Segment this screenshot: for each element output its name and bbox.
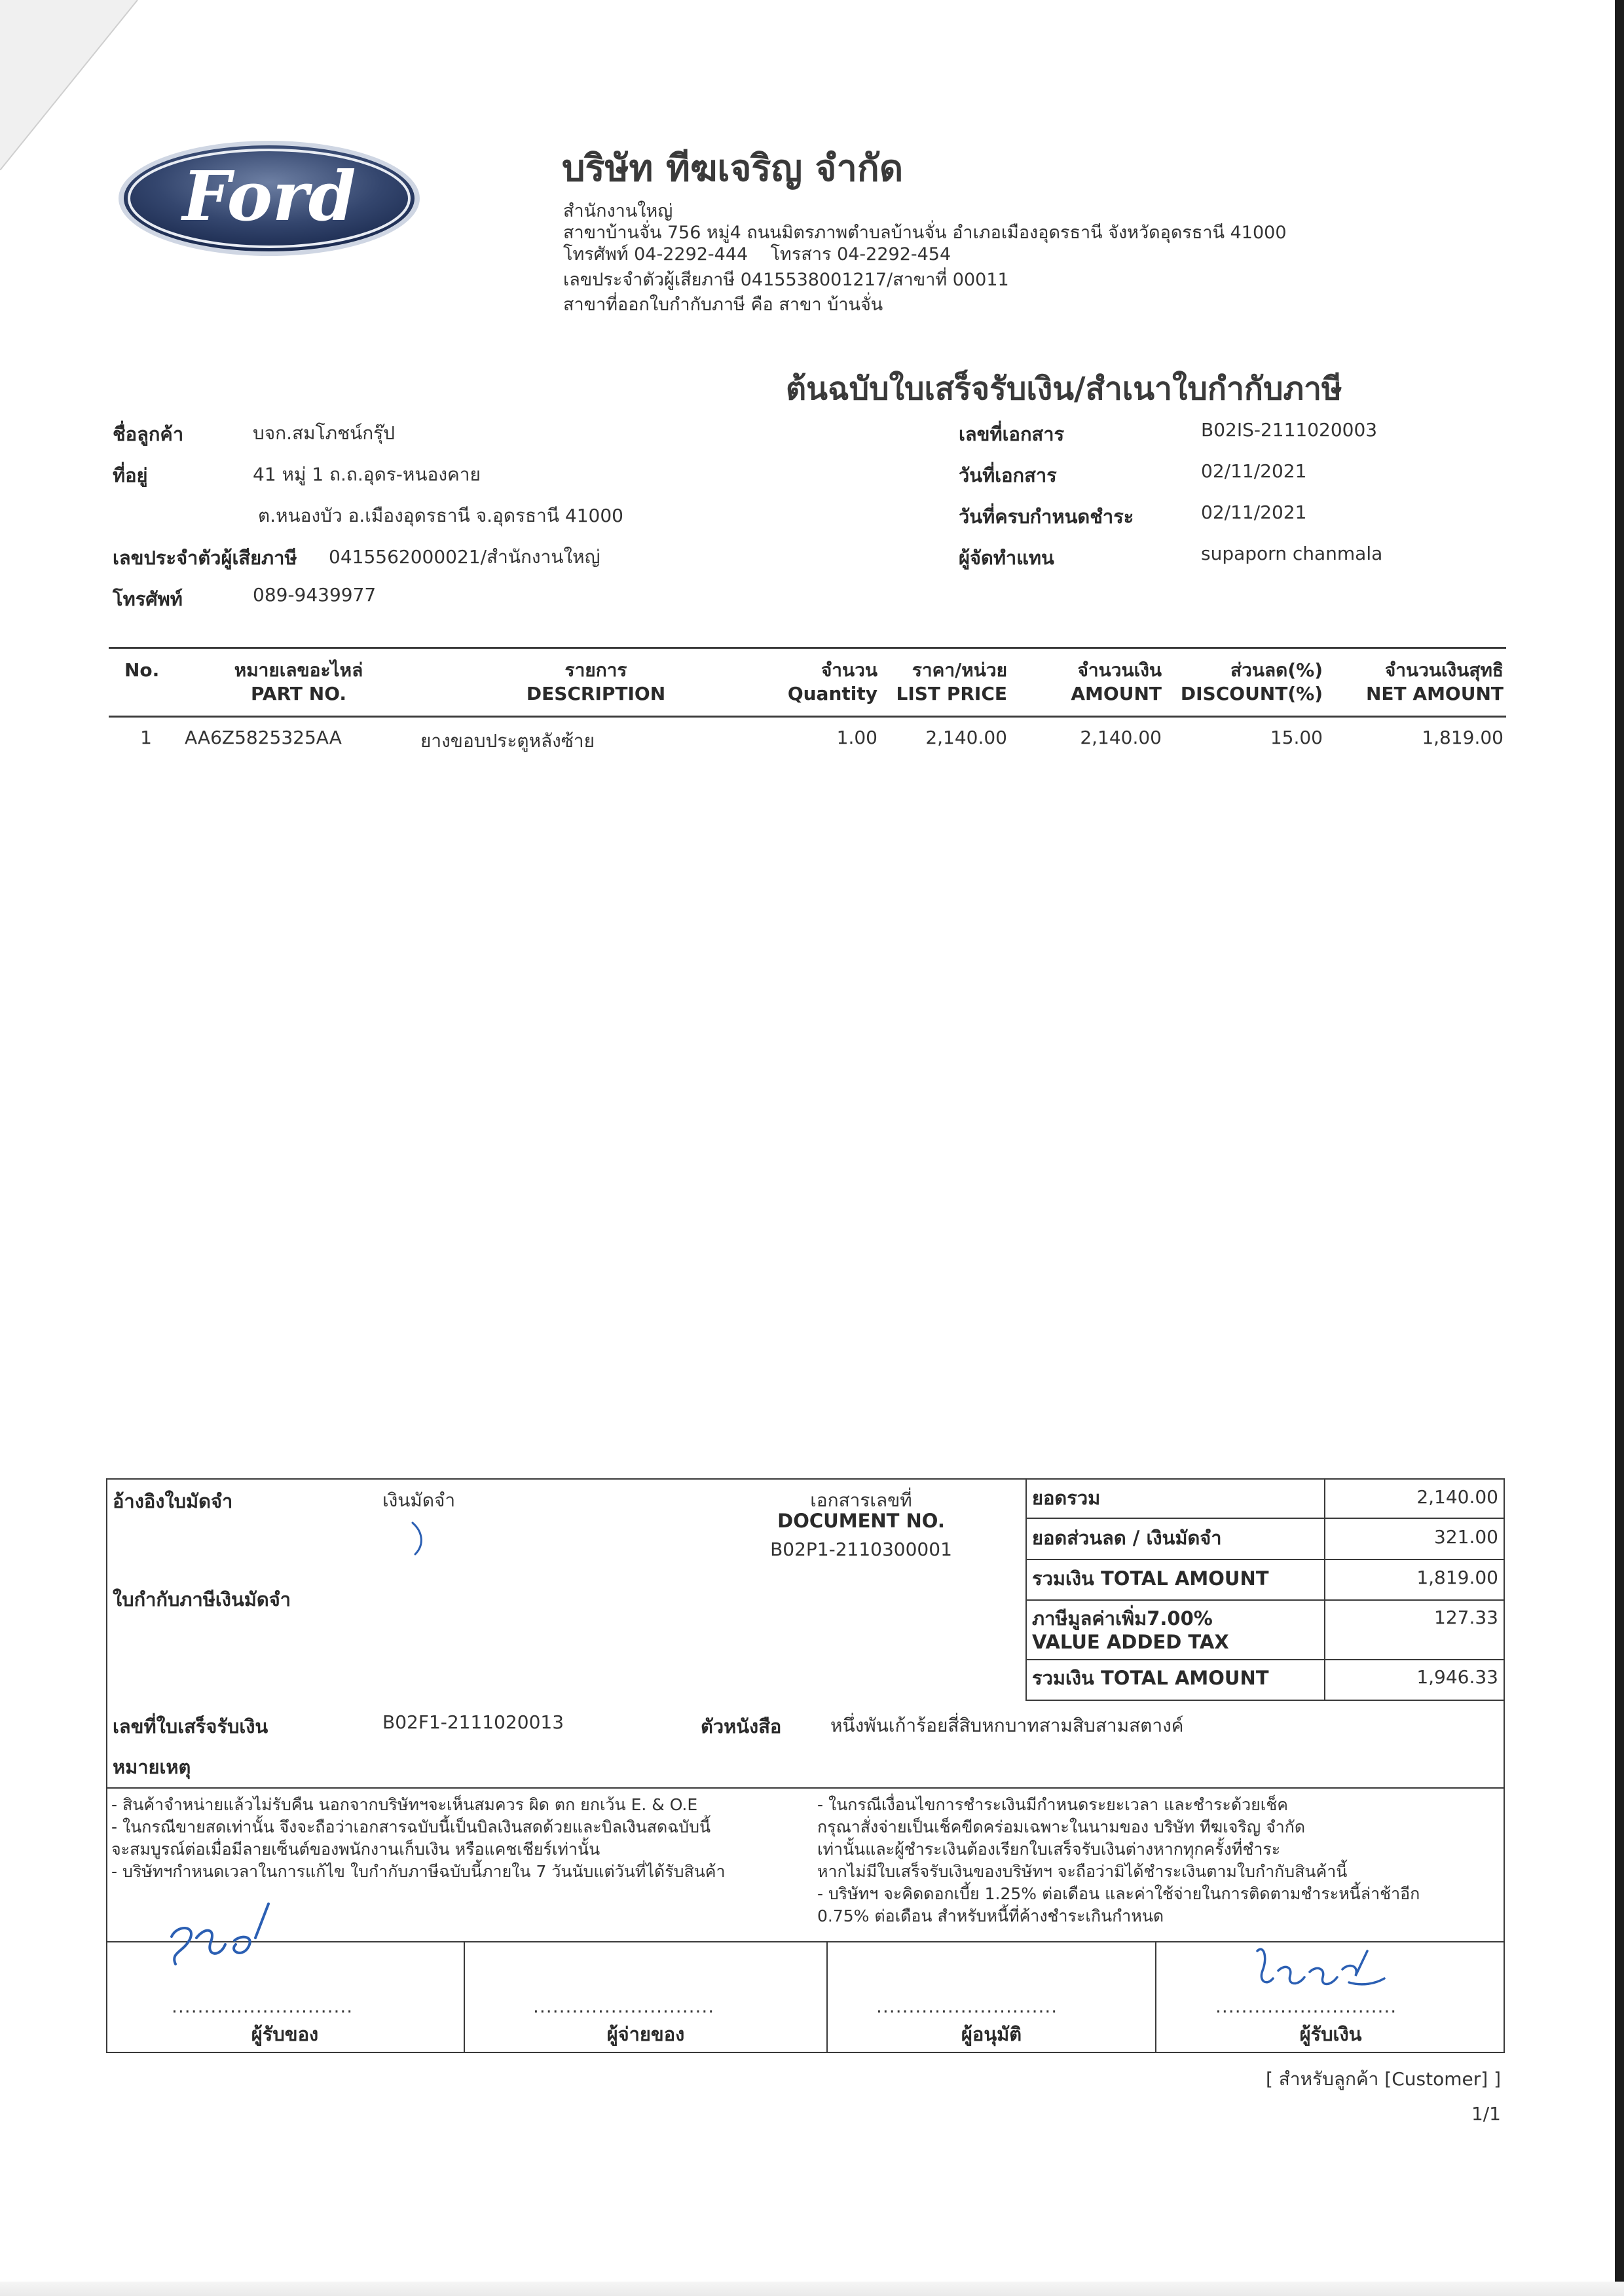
customer-tax-id: 0415562000021/สำนักงานใหญ่ [329,546,600,568]
subtotal: 2,140.00 [1416,1486,1498,1508]
note-left-4: - บริษัทฯกำหนดเวลาในการแก้ไข ใบกำกับภาษีฉบับนี้ภายใน 7 วันนับแต่วันที่ได้รับสินค้า [111,1862,726,1881]
company-line-4: เลขประจำตัวผู้เสียภาษี 0415538001217/สาขาที่ 00011 [563,270,1009,290]
document-title: ต้นฉบับใบเสร็จรับเงิน/สำเนาใบกำกับภาษี [786,371,1342,407]
vat-label-en: VALUE ADDED TAX [1032,1631,1229,1653]
summary-value-divider [1324,1478,1325,1701]
col-part-en-header: PART NO. [250,683,347,704]
doc-ref-en: DOCUMENT NO. [777,1510,945,1532]
note-left-3: จะสมบูรณ์ต่อเมื่อมีลายเซ็นต์ของพนักงานเก็บเงิน หรือแคชเชียร์เท่านั้น [111,1840,600,1859]
row-amount: 2,140.00 [1080,727,1162,748]
grand-total-label: รวมเงิน TOTAL AMOUNT [1032,1667,1269,1689]
customer-phone: 089-9439977 [253,584,377,606]
col-desc-th-header: รายการ [564,659,627,681]
discount-deposit-label: ยอดส่วนลด / เงินมัดจำ [1032,1527,1222,1549]
notes-top-rule [106,1787,1505,1789]
address-label: ที่อยู่ [113,464,148,486]
amount-words: หนึ่งพันเก้าร้อยสี่สิบหกบาทสามสิบสามสตางค์ [830,1715,1184,1736]
summary-divider [1025,1478,1027,1701]
row-list-price: 2,140.00 [925,727,1007,748]
amount-words-label: ตัวหนังสือ [701,1715,782,1738]
address-line-2: ต.หนองบัว อ.เมืองอุดรธานี จ.อุดรธานี 41000 [258,505,623,526]
col-qty-th-header: จำนวน [821,659,877,681]
doc-no-label: เลขที่เอกสาร [959,423,1065,445]
due-date: 02/11/2021 [1201,501,1307,523]
company-line-2: สาขาบ้านจั่น 756 หมู่4 ถนนมิตรภาพตำบลบ้านจั่น อำเภอเมืองอุดรธานี จังหวัดอุดรธานี 41000 [563,223,1287,243]
row-no: 1 [140,727,152,748]
doc-ref-no: B02P1-2110300001 [770,1539,952,1560]
scan-edge [1615,0,1624,2296]
note-left-1: - สินค้าจำหน่ายแล้วไม่รับคืน นอกจากบริษัทฯจะเห็นสมควร ผิด ตก ยกเว้น E. & O.E [111,1795,698,1814]
page-number: 1/1 [1471,2103,1501,2124]
deposit-tax-invoice-label: ใบกำกับภาษีเงินมัดจำ [113,1588,291,1611]
col-price-en-header: LIST PRICE [896,683,1007,704]
customer-name: บจก.สมโภชน์กรุ๊ป [253,422,395,444]
note-right-5: - บริษัทฯ จะคิดดอกเบี้ย 1.25% ต่อเดือน และค่าใช้จ่ายในการติดตามชำระหนี้ล่าช้าอีก [817,1884,1420,1903]
col-amount-en-header: AMOUNT [1071,683,1162,704]
vat-amount: 127.33 [1434,1607,1498,1628]
row-part-no: AA6Z5825325AA [185,727,342,748]
customer-tax-id-label: เลขประจำตัวผู้เสียภาษี [113,547,297,569]
col-qty-en-header: Quantity [787,683,877,704]
agent-label: ผู้จัดทำแทน [959,547,1054,569]
row-description: ยางขอบประตูหลังซ้าย [420,730,595,752]
signature-line-payer: ............................ [533,1995,715,2017]
note-right-3: เท่านั้นและผู้ชำระเงินต้องเรียกใบเสร็จรับเงินต่างหากทุกครั้งที่ชำระ [817,1840,1281,1859]
receipt-no-label: เลขที่ใบเสร็จรับเงิน [113,1715,268,1738]
deposit-ref-label: อ้างอิงใบมัดจำ [113,1490,233,1512]
copy-label: [ สำหรับลูกค้า [Customer] ] [1265,2068,1501,2090]
note-right-2: กรุณาสั่งจ่ายเป็นเช็คขีดคร่อมเฉพาะในนามของ บริษัท ทีฆเจริญ จำกัด [817,1817,1306,1836]
col-no-header: No. [124,659,160,681]
pen-mark [406,1519,432,1558]
company-line-5: สาขาที่ออกใบกำกับภาษี คือ สาขา บ้านจั่น [563,295,883,315]
col-discount-th-header: ส่วนลด(%) [1230,659,1323,681]
payer-goods-label: ผู้จ่ายของ [606,2023,685,2045]
note-right-4: หากไม่มีใบเสร็จรับเงินของบริษัทฯ จะถือว่ามิได้ชำระเงินตามใบกำกับสินค้านี้ [817,1862,1348,1881]
table-top-rule [109,647,1506,649]
doc-date-label: วันที่เอกสาร [959,464,1057,486]
total-amount-label: รวมเงิน TOTAL AMOUNT [1032,1567,1269,1590]
doc-ref-th: เอกสารเลขที่ [810,1489,912,1511]
row-net-amount: 1,819.00 [1422,727,1504,748]
table-header-rule [109,716,1506,718]
col-price-th-header: ราคา/หน่วย [912,659,1007,681]
ford-logo [117,139,422,258]
doc-no: B02IS-2111020003 [1201,419,1378,441]
col-part-th-header: หมายเลขอะไหล่ [234,659,363,681]
remark-label: หมายเหตุ [113,1756,191,1778]
summary-rule-1 [1025,1518,1505,1519]
total-amount: 1,819.00 [1416,1567,1498,1588]
handwritten-signature-receiver [164,1899,282,1971]
note-right-6: 0.75% ต่อเดือน สำหรับหนี้ที่ค้างชำระเกินกำหนด [817,1906,1164,1925]
handwritten-signature-cashier [1244,1938,1388,1997]
row-discount: 15.00 [1270,727,1323,748]
receipt-no: B02F1-2111020013 [382,1711,564,1733]
scan-bottom-edge [0,2282,1624,2296]
approver-label: ผู้อนุมัติ [961,2023,1022,2045]
summary-rule-5 [1025,1700,1505,1701]
vat-label-th: ภาษีมูลค่าเพิ่ม7.00% [1032,1607,1213,1630]
signature-line-cashier: ............................ [1215,1995,1397,2017]
grand-total: 1,946.33 [1416,1666,1498,1688]
deposit-label: เงินมัดจำ [382,1489,456,1511]
col-net-en-header: NET AMOUNT [1365,683,1504,704]
svg-text:Ford: Ford [182,156,356,236]
customer-name-label: ชื่อลูกค้า [113,423,184,445]
phone-label: โทรศัพท์ [113,588,183,610]
signature-line-approver: ............................ [876,1995,1058,2017]
summary-rule-4 [1025,1659,1505,1660]
note-right-1: - ในกรณีเงื่อนไขการชำระเงินมีกำหนดระยะเวลา และชำระด้วยเช็ค [817,1795,1289,1814]
col-discount-en-header: DISCOUNT(%) [1180,683,1323,704]
subtotal-label: ยอดรวม [1032,1487,1101,1509]
receiver-goods-label: ผู้รับของ [251,2023,319,2045]
company-name: บริษัท ทีฆเจริญ จำกัด [562,147,904,190]
note-left-2: - ในกรณีขายสดเท่านั้น จึงจะถือว่าเอกสารฉบับนี้เป็นบิลเงินสดด้วยและบิลเงินสดฉบับนี้ [111,1817,711,1836]
receiver-money-label: ผู้รับเงิน [1299,2023,1362,2045]
discount-deposit: 321.00 [1434,1526,1498,1548]
summary-rule-3 [1025,1599,1505,1601]
col-desc-en-header: DESCRIPTION [526,683,666,704]
agent: supaporn chanmala [1201,543,1383,564]
company-line-3: โทรศัพท์ 04-2292-444 โทรสาร 04-2292-454 [563,244,951,264]
row-quantity: 1.00 [836,727,877,748]
col-net-th-header: จำนวนเงินสุทธิ [1384,659,1504,681]
address-line-1: 41 หมู่ 1 ถ.ถ.อุดร-หนองคาย [253,464,481,485]
summary-rule-2 [1025,1559,1505,1560]
company-line-1: สำนักงานใหญ่ [563,201,673,221]
signature-line-receiver: ............................ [172,1995,354,2017]
doc-date: 02/11/2021 [1201,460,1307,482]
col-amount-th-header: จำนวนเงิน [1077,659,1162,681]
due-date-label: วันที่ครบกำหนดชำระ [959,505,1134,528]
